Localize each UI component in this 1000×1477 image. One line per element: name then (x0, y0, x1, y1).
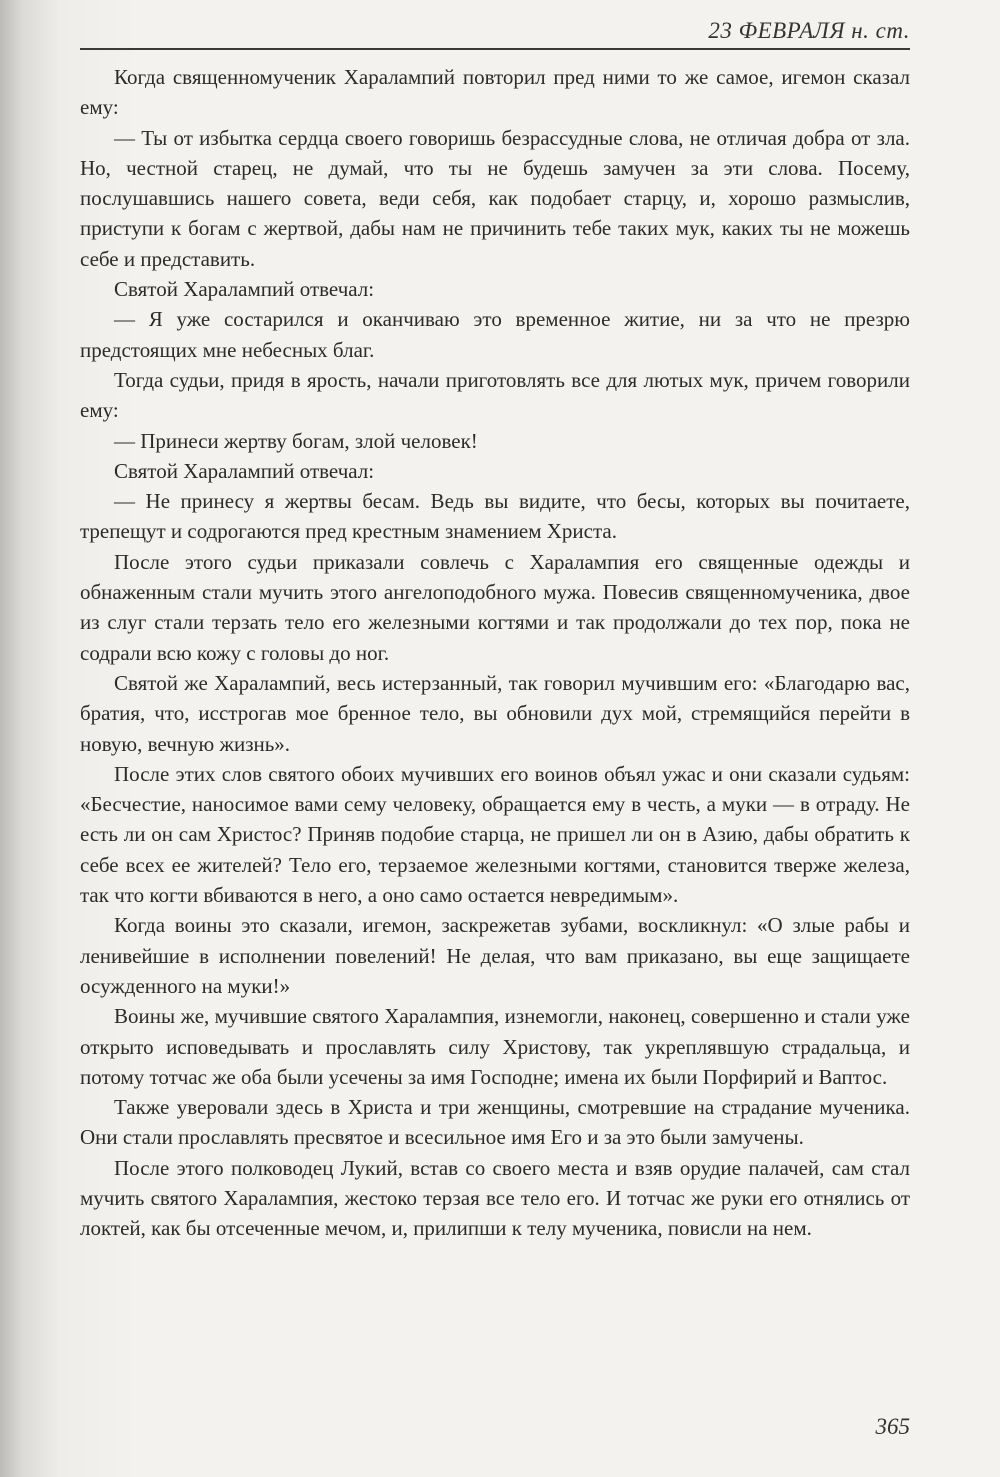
paragraph: — Не принесу я жертвы бесам. Ведь вы видите, что бесы, которых вы почитаете, трепещут и содрогаются пред крестным знамением Христа. (80, 489, 910, 544)
paragraph: Святой же Харалампий, весь истерзанный, так говорил мучившим его: «Благодарю вас, братия, что, исстрогав мое бренное тело, вы обновили дух мой, стремящийся перейти в новую, вечную жизнь». (80, 670, 910, 756)
paragraph: Святой Харалампий отвечал: (114, 277, 375, 302)
body-text (80, 62, 910, 1244)
paragraph: — Я уже состарился и оканчиваю это временное житие, ни за что не презрю предстоящих мне небесных благ. (80, 307, 910, 362)
running-head: 23 ФЕВРАЛЯ н. ст. (708, 18, 910, 43)
paragraph: Воины же, мучившие святого Харалампия, изнемогли, наконец, совершенно и стали уже открыто исповедывать и прославлять силу Христову, так укреплявшую страдальца, и потому тотчас же оба были усечены за имя Господне; имена их были Порфирий и Ваптос. (80, 1004, 910, 1089)
paragraph: После этих слов святого обоих мучивших его воинов объял ужас и они сказали судьям: «Бесчестие, наносимое вами сему человеку, обращается ему в честь, а муки — в отраду. Не есть ли он сам Христос? Приняв подобие старца, не пришел ли он в Азию, дабы обратить к себе всех ее жителей? Тело его, терзаемое железными когтями, становится тверже железа, так что когти вбиваются в него, а оно само остается невредимым». (80, 761, 910, 908)
paragraph: Когда воины это сказали, игемон, заскрежетав зубами, воскликнул: «О злые рабы и ленивейшие в исполнении повелений! Не делая, что вам приказано, вы еще защищаете осужденного на муки!» (80, 913, 910, 998)
paragraph: Тогда судьи, придя в ярость, начали приготовлять все для лютых мук, причем говорили ему: (80, 367, 910, 423)
page-header (80, 8, 910, 50)
paragraph: — Ты от избытка сердца своего говоришь безрассудные слова, не отличая добра от зла. Но, честной старец, не думай, что ты не будешь замучен за эти слова. Посему, послушавшись нашего совета, веди себя, как подобает старцу, и, хорошо размыслив, приступи к богам с жертвой, дабы нам не причинить тебе таких мук, каких ты не можешь себе и представить. (80, 125, 910, 271)
paragraph: — Принеси жертву богам, злой человек! (114, 428, 478, 453)
paragraph: Когда священномученик Харалампий повторил пред ними то же самое, игемон сказал ему: (80, 65, 910, 120)
paragraph: После этого судьи приказали совлечь с Харалампия его священные одежды и обнаженным стали мучить этого ангелоподобного мужа. Повесив священномученика, двое из слуг стали терзать тело его железными когтями и так продолжали до тех пор, пока не содрали всю кожу с головы до ног. (80, 549, 910, 665)
page-number: 365 (875, 1414, 910, 1439)
paragraph: После этого полководец Лукий, встав со своего места и взяв орудие палачей, сам стал мучить святого Харалампия, жестоко терзая все тело его. И тотчас же руки его отнялись от локтей, как бы отсеченные мечом, и, прилипши к телу мученика, повисли на нем. (80, 1155, 910, 1241)
paragraph: Также уверовали здесь в Христа и три женщины, смотревшие на страдание мученика. Они стали прославлять пресвятое и всесильное имя Его и за это были замучены. (80, 1095, 910, 1150)
paragraph: Святой Харалампий отвечал: (114, 458, 375, 483)
